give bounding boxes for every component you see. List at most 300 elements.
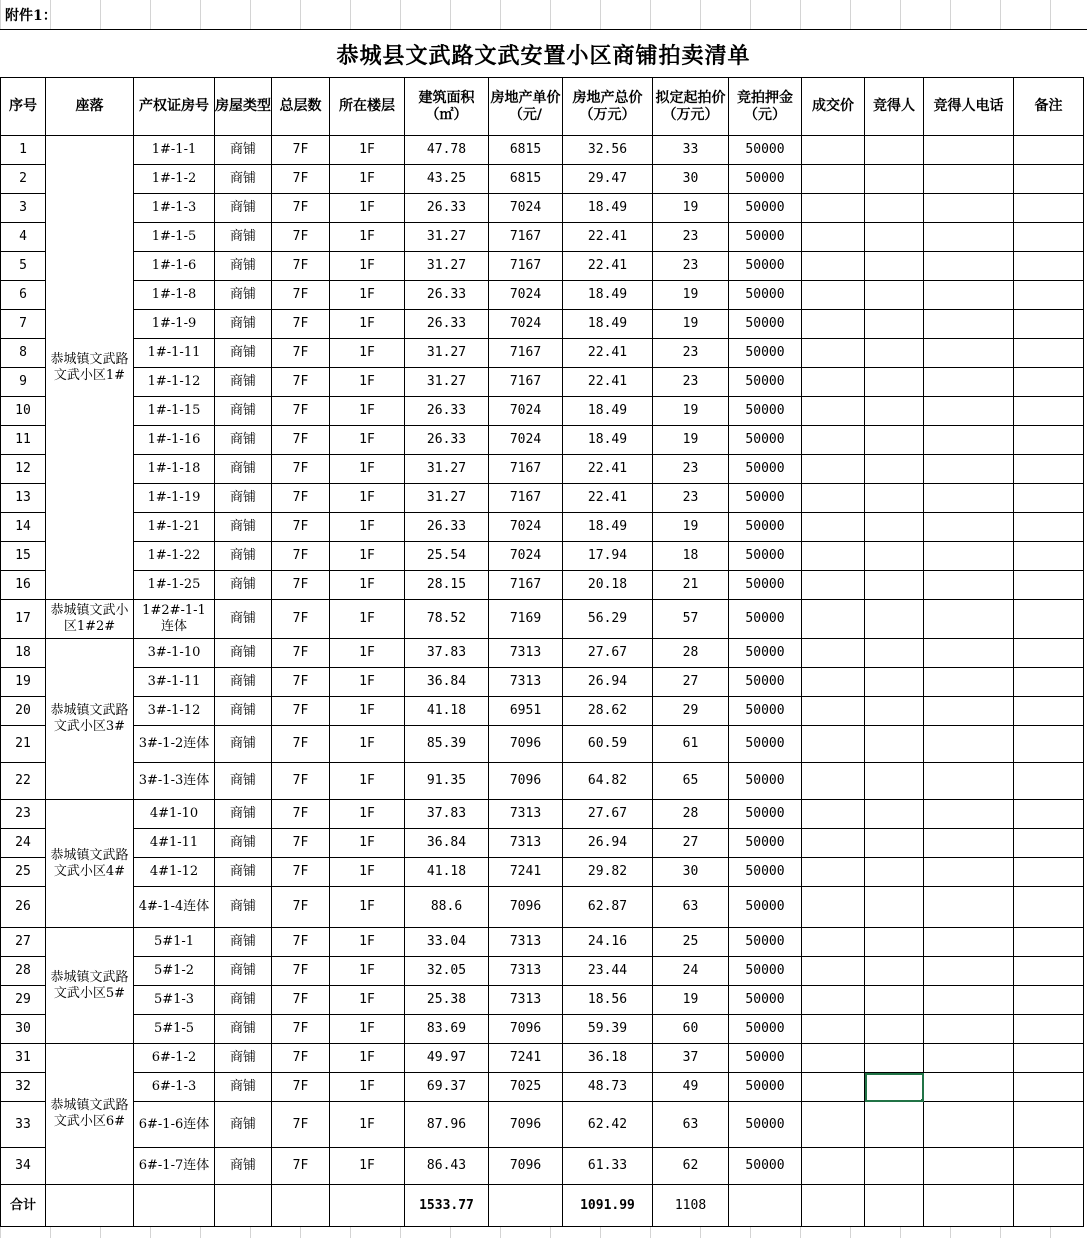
empty-cell[interactable] bbox=[865, 1185, 924, 1227]
winner-cell[interactable] bbox=[865, 1148, 924, 1185]
total-floors-cell[interactable]: 7F bbox=[272, 668, 330, 697]
unit-price-cell[interactable]: 7024 bbox=[489, 310, 563, 339]
winner-cell[interactable] bbox=[865, 339, 924, 368]
deal-price-cell[interactable] bbox=[802, 571, 865, 600]
area-cell[interactable]: 31.27 bbox=[405, 223, 489, 252]
deal-price-cell[interactable] bbox=[802, 165, 865, 194]
winner-phone-cell[interactable] bbox=[924, 639, 1014, 668]
row-number-cell[interactable]: 6 bbox=[1, 281, 46, 310]
winner-cell[interactable] bbox=[865, 986, 924, 1015]
cert-number-cell[interactable]: 5#1-5 bbox=[134, 1015, 215, 1044]
header-cell[interactable]: 房屋类型 bbox=[215, 78, 272, 136]
cert-number-cell[interactable]: 6#-1-3 bbox=[134, 1073, 215, 1102]
deposit-cell[interactable]: 50000 bbox=[729, 194, 802, 223]
empty-cell[interactable] bbox=[924, 1185, 1014, 1227]
floor-cell[interactable]: 1F bbox=[330, 829, 405, 858]
house-type-cell[interactable]: 商铺 bbox=[215, 639, 272, 668]
house-type-cell[interactable]: 商铺 bbox=[215, 800, 272, 829]
cert-number-cell[interactable]: 1#-1-6 bbox=[134, 252, 215, 281]
row-number-cell[interactable]: 28 bbox=[1, 957, 46, 986]
deal-price-cell[interactable] bbox=[802, 1148, 865, 1185]
winner-cell[interactable] bbox=[865, 513, 924, 542]
unit-price-cell[interactable]: 7167 bbox=[489, 571, 563, 600]
winner-cell[interactable] bbox=[865, 957, 924, 986]
area-cell[interactable]: 26.33 bbox=[405, 513, 489, 542]
total-price-cell[interactable]: 18.56 bbox=[563, 986, 653, 1015]
remark-cell[interactable] bbox=[1014, 1073, 1084, 1102]
start-price-cell[interactable]: 63 bbox=[653, 887, 729, 928]
total-floors-cell[interactable]: 7F bbox=[272, 223, 330, 252]
winner-phone-cell[interactable] bbox=[924, 1073, 1014, 1102]
floor-cell[interactable]: 1F bbox=[330, 397, 405, 426]
floor-cell[interactable]: 1F bbox=[330, 1044, 405, 1073]
start-price-cell[interactable]: 18 bbox=[653, 542, 729, 571]
remark-cell[interactable] bbox=[1014, 763, 1084, 800]
total-price-cell[interactable]: 48.73 bbox=[563, 1073, 653, 1102]
area-cell[interactable]: 26.33 bbox=[405, 194, 489, 223]
unit-price-cell[interactable]: 7167 bbox=[489, 339, 563, 368]
remark-cell[interactable] bbox=[1014, 1015, 1084, 1044]
area-cell[interactable]: 37.83 bbox=[405, 800, 489, 829]
deal-price-cell[interactable] bbox=[802, 397, 865, 426]
area-cell[interactable]: 25.38 bbox=[405, 986, 489, 1015]
cert-number-cell[interactable]: 1#-1-12 bbox=[134, 368, 215, 397]
start-price-cell[interactable]: 28 bbox=[653, 800, 729, 829]
winner-phone-cell[interactable] bbox=[924, 1148, 1014, 1185]
total-price-cell[interactable]: 59.39 bbox=[563, 1015, 653, 1044]
deal-price-cell[interactable] bbox=[802, 668, 865, 697]
total-floors-cell[interactable]: 7F bbox=[272, 165, 330, 194]
total-floors-cell[interactable]: 7F bbox=[272, 986, 330, 1015]
area-cell[interactable]: 26.33 bbox=[405, 281, 489, 310]
floor-cell[interactable]: 1F bbox=[330, 426, 405, 455]
house-type-cell[interactable]: 商铺 bbox=[215, 763, 272, 800]
cert-number-cell[interactable]: 6#-1-7连体 bbox=[134, 1148, 215, 1185]
area-cell[interactable]: 69.37 bbox=[405, 1073, 489, 1102]
area-cell[interactable]: 31.27 bbox=[405, 484, 489, 513]
remark-cell[interactable] bbox=[1014, 697, 1084, 726]
house-type-cell[interactable]: 商铺 bbox=[215, 484, 272, 513]
house-type-cell[interactable]: 商铺 bbox=[215, 668, 272, 697]
start-price-cell[interactable]: 19 bbox=[653, 986, 729, 1015]
row-number-cell[interactable]: 26 bbox=[1, 887, 46, 928]
remark-cell[interactable] bbox=[1014, 1148, 1084, 1185]
location-cell[interactable]: 恭城镇文武路文武小区4# bbox=[46, 800, 134, 928]
row-number-cell[interactable]: 13 bbox=[1, 484, 46, 513]
total-price-cell[interactable]: 27.67 bbox=[563, 639, 653, 668]
cert-number-cell[interactable]: 1#-1-15 bbox=[134, 397, 215, 426]
total-price-cell[interactable]: 36.18 bbox=[563, 1044, 653, 1073]
start-price-cell[interactable]: 57 bbox=[653, 600, 729, 639]
house-type-cell[interactable]: 商铺 bbox=[215, 194, 272, 223]
header-cell[interactable]: 所在楼层 bbox=[330, 78, 405, 136]
start-price-cell[interactable]: 19 bbox=[653, 397, 729, 426]
row-number-cell[interactable]: 11 bbox=[1, 426, 46, 455]
unit-price-cell[interactable]: 6951 bbox=[489, 697, 563, 726]
deal-price-cell[interactable] bbox=[802, 829, 865, 858]
deposit-cell[interactable]: 50000 bbox=[729, 697, 802, 726]
header-cell[interactable]: 产权证房号 bbox=[134, 78, 215, 136]
winner-phone-cell[interactable] bbox=[924, 1015, 1014, 1044]
house-type-cell[interactable]: 商铺 bbox=[215, 928, 272, 957]
start-price-cell[interactable]: 25 bbox=[653, 928, 729, 957]
remark-cell[interactable] bbox=[1014, 726, 1084, 763]
header-cell[interactable]: 备注 bbox=[1014, 78, 1084, 136]
area-cell[interactable]: 36.84 bbox=[405, 668, 489, 697]
unit-price-cell[interactable]: 7167 bbox=[489, 252, 563, 281]
house-type-cell[interactable]: 商铺 bbox=[215, 252, 272, 281]
unit-price-cell[interactable]: 7024 bbox=[489, 513, 563, 542]
cert-number-cell[interactable]: 1#-1-11 bbox=[134, 339, 215, 368]
area-cell[interactable]: 88.6 bbox=[405, 887, 489, 928]
empty-cell[interactable] bbox=[272, 1185, 330, 1227]
remark-cell[interactable] bbox=[1014, 339, 1084, 368]
remark-cell[interactable] bbox=[1014, 668, 1084, 697]
deposit-cell[interactable]: 50000 bbox=[729, 1044, 802, 1073]
total-floors-cell[interactable]: 7F bbox=[272, 455, 330, 484]
cert-number-cell[interactable]: 1#-1-22 bbox=[134, 542, 215, 571]
total-price-cell[interactable]: 22.41 bbox=[563, 252, 653, 281]
row-number-cell[interactable]: 8 bbox=[1, 339, 46, 368]
row-number-cell[interactable]: 17 bbox=[1, 600, 46, 639]
unit-price-cell[interactable]: 7313 bbox=[489, 928, 563, 957]
winner-phone-cell[interactable] bbox=[924, 928, 1014, 957]
header-cell[interactable]: 成交价 bbox=[802, 78, 865, 136]
total-price-cell[interactable]: 17.94 bbox=[563, 542, 653, 571]
remark-cell[interactable] bbox=[1014, 957, 1084, 986]
deposit-cell[interactable]: 50000 bbox=[729, 455, 802, 484]
deposit-cell[interactable]: 50000 bbox=[729, 800, 802, 829]
winner-cell[interactable] bbox=[865, 763, 924, 800]
winner-phone-cell[interactable] bbox=[924, 571, 1014, 600]
total-price-cell[interactable]: 60.59 bbox=[563, 726, 653, 763]
start-price-cell[interactable]: 28 bbox=[653, 639, 729, 668]
winner-phone-cell[interactable] bbox=[924, 368, 1014, 397]
winner-phone-cell[interactable] bbox=[924, 513, 1014, 542]
winner-cell[interactable] bbox=[865, 600, 924, 639]
row-number-cell[interactable]: 25 bbox=[1, 858, 46, 887]
total-floors-cell[interactable]: 7F bbox=[272, 928, 330, 957]
unit-price-cell[interactable]: 7096 bbox=[489, 1102, 563, 1148]
header-cell[interactable]: 总层数 bbox=[272, 78, 330, 136]
start-price-cell[interactable]: 65 bbox=[653, 763, 729, 800]
winner-phone-cell[interactable] bbox=[924, 542, 1014, 571]
unit-price-cell[interactable]: 7313 bbox=[489, 639, 563, 668]
total-floors-cell[interactable]: 7F bbox=[272, 697, 330, 726]
deposit-cell[interactable]: 50000 bbox=[729, 165, 802, 194]
remark-cell[interactable] bbox=[1014, 455, 1084, 484]
cert-number-cell[interactable]: 1#-1-1 bbox=[134, 136, 215, 165]
total-price-cell[interactable]: 62.87 bbox=[563, 887, 653, 928]
floor-cell[interactable]: 1F bbox=[330, 668, 405, 697]
floor-cell[interactable]: 1F bbox=[330, 600, 405, 639]
cert-number-cell[interactable]: 1#-1-19 bbox=[134, 484, 215, 513]
start-price-cell[interactable]: 63 bbox=[653, 1102, 729, 1148]
start-price-cell[interactable]: 33 bbox=[653, 136, 729, 165]
row-number-cell[interactable]: 5 bbox=[1, 252, 46, 281]
remark-cell[interactable] bbox=[1014, 310, 1084, 339]
total-floors-cell[interactable]: 7F bbox=[272, 639, 330, 668]
deposit-cell[interactable]: 50000 bbox=[729, 426, 802, 455]
house-type-cell[interactable]: 商铺 bbox=[215, 726, 272, 763]
deposit-cell[interactable]: 50000 bbox=[729, 1073, 802, 1102]
total-floors-cell[interactable]: 7F bbox=[272, 829, 330, 858]
winner-phone-cell[interactable] bbox=[924, 484, 1014, 513]
area-cell[interactable]: 86.43 bbox=[405, 1148, 489, 1185]
house-type-cell[interactable]: 商铺 bbox=[215, 397, 272, 426]
empty-cell[interactable] bbox=[134, 1185, 215, 1227]
deposit-cell[interactable]: 50000 bbox=[729, 639, 802, 668]
deal-price-cell[interactable] bbox=[802, 1015, 865, 1044]
cert-number-cell[interactable]: 3#-1-12 bbox=[134, 697, 215, 726]
area-cell[interactable]: 32.05 bbox=[405, 957, 489, 986]
cert-number-cell[interactable]: 1#-1-25 bbox=[134, 571, 215, 600]
house-type-cell[interactable]: 商铺 bbox=[215, 571, 272, 600]
cert-number-cell[interactable]: 5#1-2 bbox=[134, 957, 215, 986]
start-price-cell[interactable]: 62 bbox=[653, 1148, 729, 1185]
unit-price-cell[interactable]: 7313 bbox=[489, 668, 563, 697]
start-price-cell[interactable]: 19 bbox=[653, 194, 729, 223]
total-price-cell[interactable]: 64.82 bbox=[563, 763, 653, 800]
row-number-cell[interactable]: 14 bbox=[1, 513, 46, 542]
deposit-cell[interactable]: 50000 bbox=[729, 397, 802, 426]
remark-cell[interactable] bbox=[1014, 194, 1084, 223]
deal-price-cell[interactable] bbox=[802, 223, 865, 252]
row-number-cell[interactable]: 3 bbox=[1, 194, 46, 223]
winner-cell[interactable] bbox=[865, 484, 924, 513]
house-type-cell[interactable]: 商铺 bbox=[215, 165, 272, 194]
deposit-cell[interactable]: 50000 bbox=[729, 726, 802, 763]
total-price-cell[interactable]: 22.41 bbox=[563, 368, 653, 397]
cert-number-cell[interactable]: 1#-1-2 bbox=[134, 165, 215, 194]
floor-cell[interactable]: 1F bbox=[330, 800, 405, 829]
area-cell[interactable]: 26.33 bbox=[405, 310, 489, 339]
winner-cell[interactable] bbox=[865, 639, 924, 668]
cert-number-cell[interactable]: 5#1-1 bbox=[134, 928, 215, 957]
winner-cell[interactable] bbox=[865, 571, 924, 600]
total-floors-cell[interactable]: 7F bbox=[272, 136, 330, 165]
floor-cell[interactable]: 1F bbox=[330, 339, 405, 368]
deal-price-cell[interactable] bbox=[802, 1102, 865, 1148]
remark-cell[interactable] bbox=[1014, 639, 1084, 668]
unit-price-cell[interactable]: 7167 bbox=[489, 455, 563, 484]
total-start-price[interactable]: 1108 bbox=[653, 1185, 729, 1227]
total-price-cell[interactable]: 22.41 bbox=[563, 339, 653, 368]
start-price-cell[interactable]: 61 bbox=[653, 726, 729, 763]
unit-price-cell[interactable]: 7169 bbox=[489, 600, 563, 639]
unit-price-cell[interactable]: 7167 bbox=[489, 368, 563, 397]
deal-price-cell[interactable] bbox=[802, 455, 865, 484]
area-cell[interactable]: 28.15 bbox=[405, 571, 489, 600]
winner-phone-cell[interactable] bbox=[924, 339, 1014, 368]
deal-price-cell[interactable] bbox=[802, 600, 865, 639]
remark-cell[interactable] bbox=[1014, 397, 1084, 426]
area-cell[interactable]: 31.27 bbox=[405, 368, 489, 397]
row-number-cell[interactable]: 34 bbox=[1, 1148, 46, 1185]
total-price-cell[interactable]: 61.33 bbox=[563, 1148, 653, 1185]
empty-cell[interactable] bbox=[46, 1185, 134, 1227]
unit-price-cell[interactable]: 7024 bbox=[489, 194, 563, 223]
deposit-cell[interactable]: 50000 bbox=[729, 513, 802, 542]
winner-cell[interactable] bbox=[865, 1015, 924, 1044]
row-number-cell[interactable]: 4 bbox=[1, 223, 46, 252]
start-price-cell[interactable]: 60 bbox=[653, 1015, 729, 1044]
cert-number-cell[interactable]: 5#1-3 bbox=[134, 986, 215, 1015]
cert-number-cell[interactable]: 6#-1-6连体 bbox=[134, 1102, 215, 1148]
winner-cell[interactable] bbox=[865, 697, 924, 726]
total-floors-cell[interactable]: 7F bbox=[272, 1148, 330, 1185]
unit-price-cell[interactable]: 7024 bbox=[489, 281, 563, 310]
remark-cell[interactable] bbox=[1014, 542, 1084, 571]
unit-price-cell[interactable]: 7167 bbox=[489, 223, 563, 252]
row-number-cell[interactable]: 7 bbox=[1, 310, 46, 339]
unit-price-cell[interactable]: 7024 bbox=[489, 397, 563, 426]
deposit-cell[interactable]: 50000 bbox=[729, 484, 802, 513]
floor-cell[interactable]: 1F bbox=[330, 223, 405, 252]
empty-cell[interactable] bbox=[1014, 1185, 1084, 1227]
row-number-cell[interactable]: 22 bbox=[1, 763, 46, 800]
area-cell[interactable]: 31.27 bbox=[405, 339, 489, 368]
winner-phone-cell[interactable] bbox=[924, 887, 1014, 928]
deposit-cell[interactable]: 50000 bbox=[729, 928, 802, 957]
row-number-cell[interactable]: 16 bbox=[1, 571, 46, 600]
location-cell[interactable]: 恭城镇文武路文武小区5# bbox=[46, 928, 134, 1044]
total-floors-cell[interactable]: 7F bbox=[272, 887, 330, 928]
total-price-cell[interactable]: 18.49 bbox=[563, 397, 653, 426]
remark-cell[interactable] bbox=[1014, 252, 1084, 281]
house-type-cell[interactable]: 商铺 bbox=[215, 1015, 272, 1044]
winner-cell[interactable] bbox=[865, 426, 924, 455]
total-price-cell[interactable]: 18.49 bbox=[563, 281, 653, 310]
unit-price-cell[interactable]: 7313 bbox=[489, 829, 563, 858]
start-price-cell[interactable]: 49 bbox=[653, 1073, 729, 1102]
deal-price-cell[interactable] bbox=[802, 986, 865, 1015]
floor-cell[interactable]: 1F bbox=[330, 194, 405, 223]
house-type-cell[interactable]: 商铺 bbox=[215, 600, 272, 639]
house-type-cell[interactable]: 商铺 bbox=[215, 1044, 272, 1073]
total-floors-cell[interactable]: 7F bbox=[272, 1015, 330, 1044]
area-cell[interactable]: 87.96 bbox=[405, 1102, 489, 1148]
total-price-cell[interactable]: 23.44 bbox=[563, 957, 653, 986]
floor-cell[interactable]: 1F bbox=[330, 986, 405, 1015]
total-floors-cell[interactable]: 7F bbox=[272, 726, 330, 763]
area-cell[interactable]: 31.27 bbox=[405, 252, 489, 281]
winner-cell[interactable] bbox=[865, 165, 924, 194]
winner-phone-cell[interactable] bbox=[924, 763, 1014, 800]
floor-cell[interactable]: 1F bbox=[330, 368, 405, 397]
unit-price-cell[interactable]: 7241 bbox=[489, 1044, 563, 1073]
floor-cell[interactable]: 1F bbox=[330, 957, 405, 986]
winner-cell[interactable] bbox=[865, 1102, 924, 1148]
winner-cell[interactable] bbox=[865, 281, 924, 310]
house-type-cell[interactable]: 商铺 bbox=[215, 455, 272, 484]
area-cell[interactable]: 85.39 bbox=[405, 726, 489, 763]
deal-price-cell[interactable] bbox=[802, 957, 865, 986]
start-price-cell[interactable]: 19 bbox=[653, 426, 729, 455]
deal-price-cell[interactable] bbox=[802, 697, 865, 726]
total-floors-cell[interactable]: 7F bbox=[272, 1102, 330, 1148]
total-price-cell[interactable]: 27.67 bbox=[563, 800, 653, 829]
winner-cell[interactable] bbox=[865, 800, 924, 829]
total-price[interactable]: 1091.99 bbox=[563, 1185, 653, 1227]
floor-cell[interactable]: 1F bbox=[330, 858, 405, 887]
floor-cell[interactable]: 1F bbox=[330, 310, 405, 339]
total-floors-cell[interactable]: 7F bbox=[272, 426, 330, 455]
remark-cell[interactable] bbox=[1014, 165, 1084, 194]
floor-cell[interactable]: 1F bbox=[330, 513, 405, 542]
row-number-cell[interactable]: 18 bbox=[1, 639, 46, 668]
cert-number-cell[interactable]: 3#-1-2连体 bbox=[134, 726, 215, 763]
unit-price-cell[interactable]: 7096 bbox=[489, 1148, 563, 1185]
total-price-cell[interactable]: 18.49 bbox=[563, 426, 653, 455]
deal-price-cell[interactable] bbox=[802, 639, 865, 668]
row-number-cell[interactable]: 2 bbox=[1, 165, 46, 194]
unit-price-cell[interactable]: 7024 bbox=[489, 426, 563, 455]
location-cell[interactable]: 恭城镇文武路文武小区6# bbox=[46, 1044, 134, 1185]
total-price-cell[interactable]: 24.16 bbox=[563, 928, 653, 957]
empty-cell[interactable] bbox=[489, 1185, 563, 1227]
total-price-cell[interactable]: 29.82 bbox=[563, 858, 653, 887]
area-cell[interactable]: 91.35 bbox=[405, 763, 489, 800]
start-price-cell[interactable]: 23 bbox=[653, 484, 729, 513]
remark-cell[interactable] bbox=[1014, 887, 1084, 928]
winner-phone-cell[interactable] bbox=[924, 223, 1014, 252]
deal-price-cell[interactable] bbox=[802, 513, 865, 542]
empty-cell[interactable] bbox=[330, 1185, 405, 1227]
deposit-cell[interactable]: 50000 bbox=[729, 668, 802, 697]
total-price-cell[interactable]: 32.56 bbox=[563, 136, 653, 165]
house-type-cell[interactable]: 商铺 bbox=[215, 1073, 272, 1102]
floor-cell[interactable]: 1F bbox=[330, 639, 405, 668]
total-price-cell[interactable]: 28.62 bbox=[563, 697, 653, 726]
deposit-cell[interactable]: 50000 bbox=[729, 281, 802, 310]
deposit-cell[interactable]: 50000 bbox=[729, 1102, 802, 1148]
area-cell[interactable]: 83.69 bbox=[405, 1015, 489, 1044]
deposit-cell[interactable]: 50000 bbox=[729, 986, 802, 1015]
area-cell[interactable]: 25.54 bbox=[405, 542, 489, 571]
total-floors-cell[interactable]: 7F bbox=[272, 1073, 330, 1102]
deal-price-cell[interactable] bbox=[802, 887, 865, 928]
winner-cell[interactable] bbox=[865, 668, 924, 697]
total-price-cell[interactable]: 26.94 bbox=[563, 829, 653, 858]
unit-price-cell[interactable]: 7096 bbox=[489, 726, 563, 763]
area-cell[interactable]: 47.78 bbox=[405, 136, 489, 165]
total-floors-cell[interactable]: 7F bbox=[272, 194, 330, 223]
cert-number-cell[interactable]: 4#1-11 bbox=[134, 829, 215, 858]
start-price-cell[interactable]: 37 bbox=[653, 1044, 729, 1073]
floor-cell[interactable]: 1F bbox=[330, 542, 405, 571]
start-price-cell[interactable]: 19 bbox=[653, 513, 729, 542]
header-cell[interactable]: 竞得人 bbox=[865, 78, 924, 136]
total-floors-cell[interactable]: 7F bbox=[272, 368, 330, 397]
cert-number-cell[interactable]: 4#1-10 bbox=[134, 800, 215, 829]
area-cell[interactable]: 41.18 bbox=[405, 697, 489, 726]
start-price-cell[interactable]: 27 bbox=[653, 829, 729, 858]
row-number-cell[interactable]: 20 bbox=[1, 697, 46, 726]
total-floors-cell[interactable]: 7F bbox=[272, 542, 330, 571]
winner-cell[interactable] bbox=[865, 1044, 924, 1073]
row-number-cell[interactable]: 1 bbox=[1, 136, 46, 165]
winner-cell[interactable] bbox=[865, 252, 924, 281]
house-type-cell[interactable]: 商铺 bbox=[215, 887, 272, 928]
floor-cell[interactable]: 1F bbox=[330, 1015, 405, 1044]
total-floors-cell[interactable]: 7F bbox=[272, 1044, 330, 1073]
winner-cell[interactable] bbox=[865, 887, 924, 928]
total-floors-cell[interactable]: 7F bbox=[272, 397, 330, 426]
deal-price-cell[interactable] bbox=[802, 1073, 865, 1102]
total-floors-cell[interactable]: 7F bbox=[272, 310, 330, 339]
remark-cell[interactable] bbox=[1014, 928, 1084, 957]
